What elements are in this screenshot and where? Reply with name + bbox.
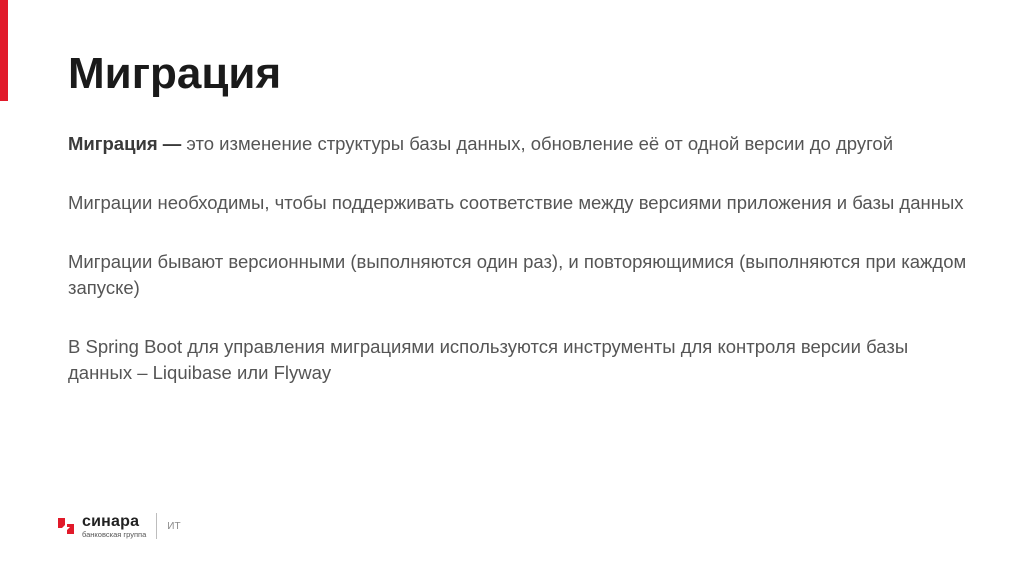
paragraph-purpose: Миграции необходимы, чтобы поддерживать соответствие между версиями приложения и базы данных <box>68 192 964 213</box>
footer <box>56 510 181 542</box>
logo-text <box>82 514 146 539</box>
sinara-logo-icon <box>56 515 76 537</box>
paragraph-text: это изменение структуры базы данных, обновление её от одной версии до другой <box>181 133 894 154</box>
brand-name: синара <box>82 512 140 530</box>
paragraph-tools: В Spring Boot для управления миграциями используются инструменты для контроля версии базы данных – Liquibase или Flyway <box>68 336 909 383</box>
brand-subtitle: банковская группа <box>82 529 147 539</box>
paragraph-types: Миграции бывают версионными (выполняются один раз), и повторяющимися (выполняются при каждом запуске) <box>68 251 967 298</box>
footer-section-label: ИТ <box>167 520 181 532</box>
slide-title: Миграция <box>68 49 282 98</box>
paragraph-lead: Миграция — <box>68 133 182 154</box>
paragraph-definition <box>68 131 968 157</box>
accent-bar <box>0 0 8 101</box>
footer-divider <box>156 513 157 539</box>
slide-content <box>68 131 968 419</box>
